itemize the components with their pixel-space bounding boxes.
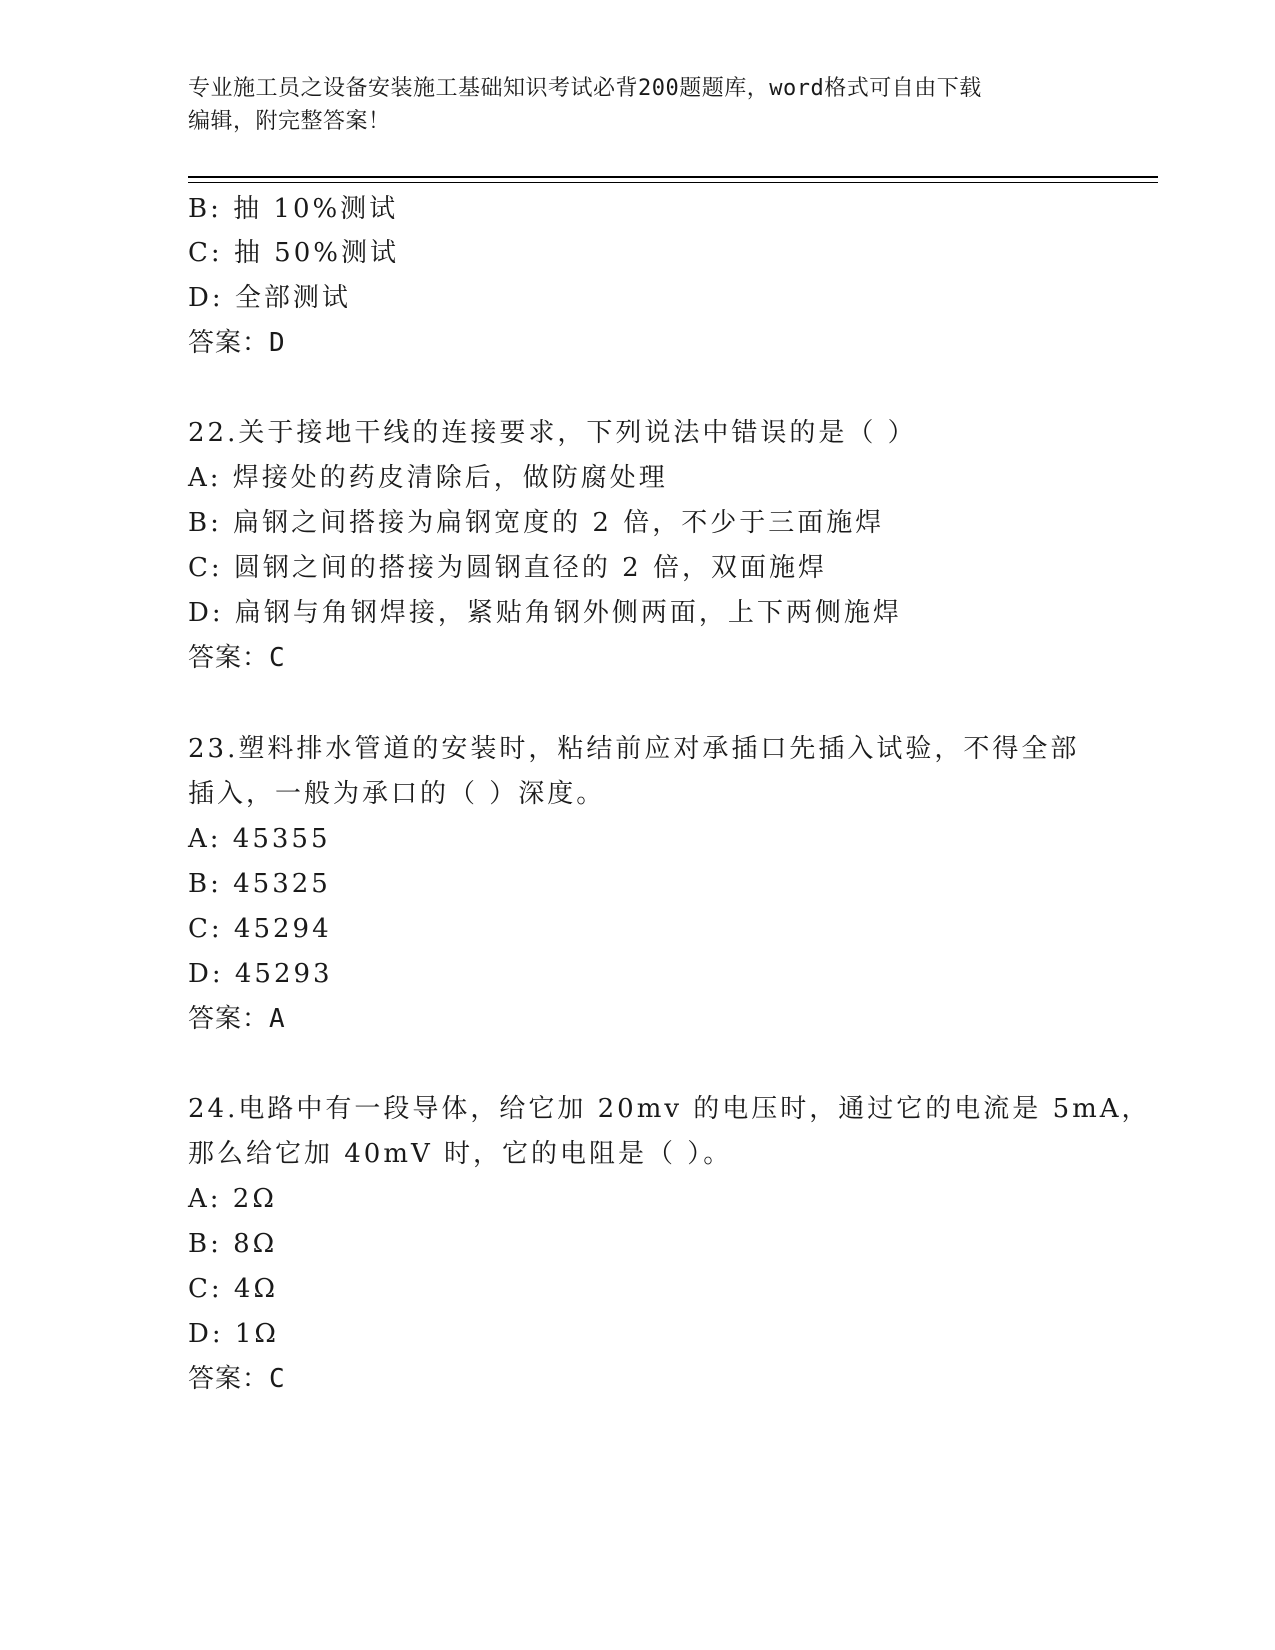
q23-stem-line-1: 23.塑料排水管道的安装时，粘结前应对承插口先插入试验，不得全部 bbox=[188, 734, 1080, 764]
q22-option-b: B: 扁钢之间搭接为扁钢宽度的 2 倍，不少于三面施焊 bbox=[188, 508, 885, 538]
q23-option-b: B: 45325 bbox=[188, 869, 331, 899]
q21-option-c: C: 抽 50%测试 bbox=[188, 238, 399, 268]
q23-answer: 答案：A bbox=[188, 1004, 286, 1034]
header-divider-thick bbox=[188, 176, 1158, 178]
q22-answer: 答案：C bbox=[188, 643, 286, 673]
q21-option-d: D: 全部测试 bbox=[188, 283, 351, 313]
q23-option-c: C: 45294 bbox=[188, 914, 332, 944]
q24-stem-line-1: 24.电路中有一段导体，给它加 20mv 的电压时，通过它的电流是 5mA， bbox=[188, 1094, 1151, 1124]
q24-option-b: B: 8Ω bbox=[188, 1229, 278, 1259]
q22-option-d: D: 扁钢与角钢焊接，紧贴角钢外侧两面，上下两侧施焊 bbox=[188, 598, 902, 628]
q21-option-b: B: 抽 10%测试 bbox=[188, 194, 399, 224]
q24-answer: 答案：C bbox=[188, 1364, 286, 1394]
q24-option-c: C: 4Ω bbox=[188, 1274, 279, 1304]
header-title-line-1: 专业施工员之设备安装施工基础知识考试必背200题题库，word格式可自由下载 bbox=[188, 76, 982, 101]
q23-option-d: D: 45293 bbox=[188, 959, 333, 989]
q22-stem: 22.关于接地干线的连接要求，下列说法中错误的是（ ） bbox=[188, 418, 917, 448]
q24-option-d: D: 1Ω bbox=[188, 1319, 279, 1349]
q24-stem-line-2: 那么给它加 40mV 时，它的电阻是（ ）。 bbox=[188, 1139, 733, 1169]
q22-option-c: C: 圆钢之间的搭接为圆钢直径的 2 倍，双面施焊 bbox=[188, 553, 827, 583]
q24-option-a: A: 2Ω bbox=[188, 1184, 277, 1214]
header-divider-thin bbox=[188, 182, 1158, 183]
q23-option-a: A: 45355 bbox=[188, 824, 331, 854]
q23-stem-line-2: 插入，一般为承口的（ ）深度。 bbox=[188, 779, 606, 809]
header-title-line-2: 编辑，附完整答案！ bbox=[188, 109, 391, 134]
q21-answer: 答案：D bbox=[188, 328, 286, 358]
document-header bbox=[188, 72, 1088, 138]
q22-option-a: A: 焊接处的药皮清除后，做防腐处理 bbox=[188, 463, 668, 493]
